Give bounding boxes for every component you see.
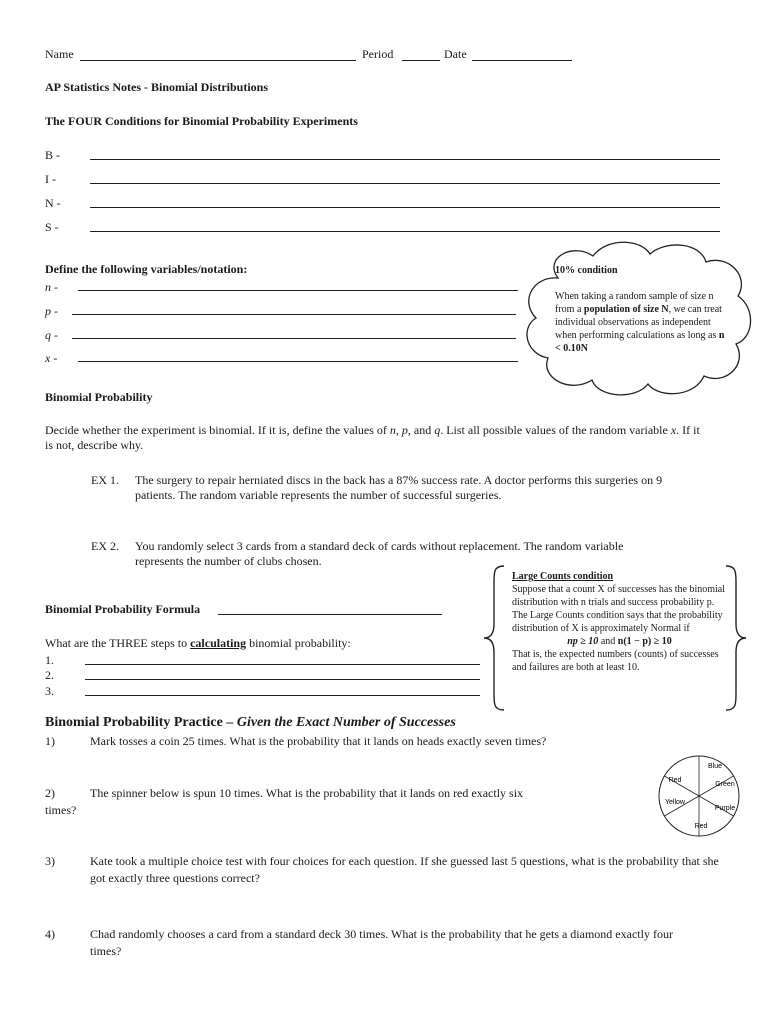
page-title: AP Statistics Notes - Binomial Distributions <box>45 80 269 94</box>
binomial-probability-heading: Binomial Probability <box>45 390 153 404</box>
example-1-label: EX 1. <box>91 473 119 487</box>
binomial-instructions: Decide whether the experiment is binomial. If it is, define the values of n, p, and q. List all possible values of the random variable x. If it is not, describe why. <box>45 423 700 452</box>
condition-n-label: N - <box>45 196 61 210</box>
ten-percent-title: 10% condition <box>555 265 618 276</box>
date-label: Date <box>444 47 467 61</box>
question-1-number: 1) <box>45 734 55 748</box>
spinner-label-yellow: Yellow <box>665 799 685 806</box>
spinner-icon <box>655 752 743 840</box>
ten-percent-rule: n < 0.10N <box>555 330 725 354</box>
spinner-label-purple: Purple <box>714 805 736 812</box>
step-2-field[interactable] <box>85 679 480 680</box>
variable-p-field[interactable] <box>72 314 516 315</box>
variable-q-field[interactable] <box>72 338 516 339</box>
step-3-label: 3. <box>45 684 54 698</box>
period-label: Period <box>362 47 394 61</box>
condition-i-field[interactable] <box>90 183 720 184</box>
large-counts-footer: That is, the expected numbers (counts) of successes and failures are both at least 10. <box>512 649 719 673</box>
spinner-label-green: Green <box>715 781 735 788</box>
conditions-heading: The FOUR Conditions for Binomial Probability Experiments <box>45 114 358 128</box>
example-2-text: You randomly select 3 cards from a standard deck of cards without replacement. The random variable represents the number of clubs chosen. <box>135 539 624 568</box>
condition-i-label: I - <box>45 172 56 186</box>
large-counts-callout <box>512 570 727 674</box>
spinner-label-red-top: Red <box>668 777 682 784</box>
condition-b-label: B - <box>45 148 60 162</box>
variable-n-field[interactable] <box>78 290 518 291</box>
variable-p-label: p - <box>45 304 58 318</box>
condition-s-label: S - <box>45 220 59 234</box>
spinner-label-blue: Blue <box>707 763 723 770</box>
name-label: Name <box>45 47 74 61</box>
step-1-label: 1. <box>45 653 54 667</box>
question-2-text-cont: times? <box>45 803 77 817</box>
steps-question: What are the THREE steps to calculating binomial probability: <box>45 636 351 650</box>
step-1-field[interactable] <box>85 664 480 665</box>
variables-heading: Define the following variables/notation: <box>45 262 248 276</box>
variable-q-label: q - <box>45 328 58 342</box>
period-field[interactable] <box>402 60 440 61</box>
question-1-text: Mark tosses a coin 25 times. What is the probability that it lands on heads exactly seven times? <box>90 734 547 748</box>
variable-n-label: n - <box>45 280 58 294</box>
condition-b-field[interactable] <box>90 159 720 160</box>
large-counts-title: Large Counts condition <box>512 571 614 582</box>
question-4-number: 4) <box>45 927 55 941</box>
question-2-text: The spinner below is spun 10 times. What is the probability that it lands on red exactly six <box>90 786 524 800</box>
question-2-number: 2) <box>45 786 55 800</box>
date-field[interactable] <box>472 60 572 61</box>
variable-x-field[interactable] <box>78 361 518 362</box>
condition-n-field[interactable] <box>90 207 720 208</box>
large-counts-body: Suppose that a count X of successes has the binomial distribution with n trials and success probability p. The Large Counts condition says that the probability distribution of X is approximately Normal if <box>512 584 726 634</box>
question-3-number: 3) <box>45 854 55 868</box>
condition-s-field[interactable] <box>90 231 720 232</box>
example-1-text: The surgery to repair herniated discs in the back has a 87% success rate. A doctor performs this surgeries on 9 patients. The random variable represents the number of successful surgeries. <box>135 473 663 502</box>
formula-field[interactable] <box>218 614 442 615</box>
variable-x-label: x - <box>45 351 58 365</box>
question-3-text: Kate took a multiple choice test with four choices for each question. If she guessed last 5 questions, what is the probability that she got exactly three questions correct? <box>90 854 719 885</box>
question-4-text: Chad randomly chooses a card from a standard deck 30 times. What is the probability that he gets a diamond exactly four times? <box>90 927 673 958</box>
ten-percent-callout <box>555 264 730 355</box>
step-3-field[interactable] <box>85 695 480 696</box>
spinner-label-red-bottom: Red <box>694 823 708 830</box>
step-2-label: 2. <box>45 668 54 682</box>
practice-heading: Binomial Probability Practice – Given the Exact Number of Successes <box>45 715 456 730</box>
formula-heading: Binomial Probability Formula <box>45 602 201 616</box>
ten-percent-body: When taking a random sample of size n from a population of size N, we can treat individual observations as independent when performing calculations as long as n < 0.10N <box>555 291 725 354</box>
example-2-label: EX 2. <box>91 539 119 553</box>
name-field[interactable] <box>80 60 356 61</box>
large-counts-formula: np ≥ 10 and n(1 − p) ≥ 10 <box>567 636 672 647</box>
